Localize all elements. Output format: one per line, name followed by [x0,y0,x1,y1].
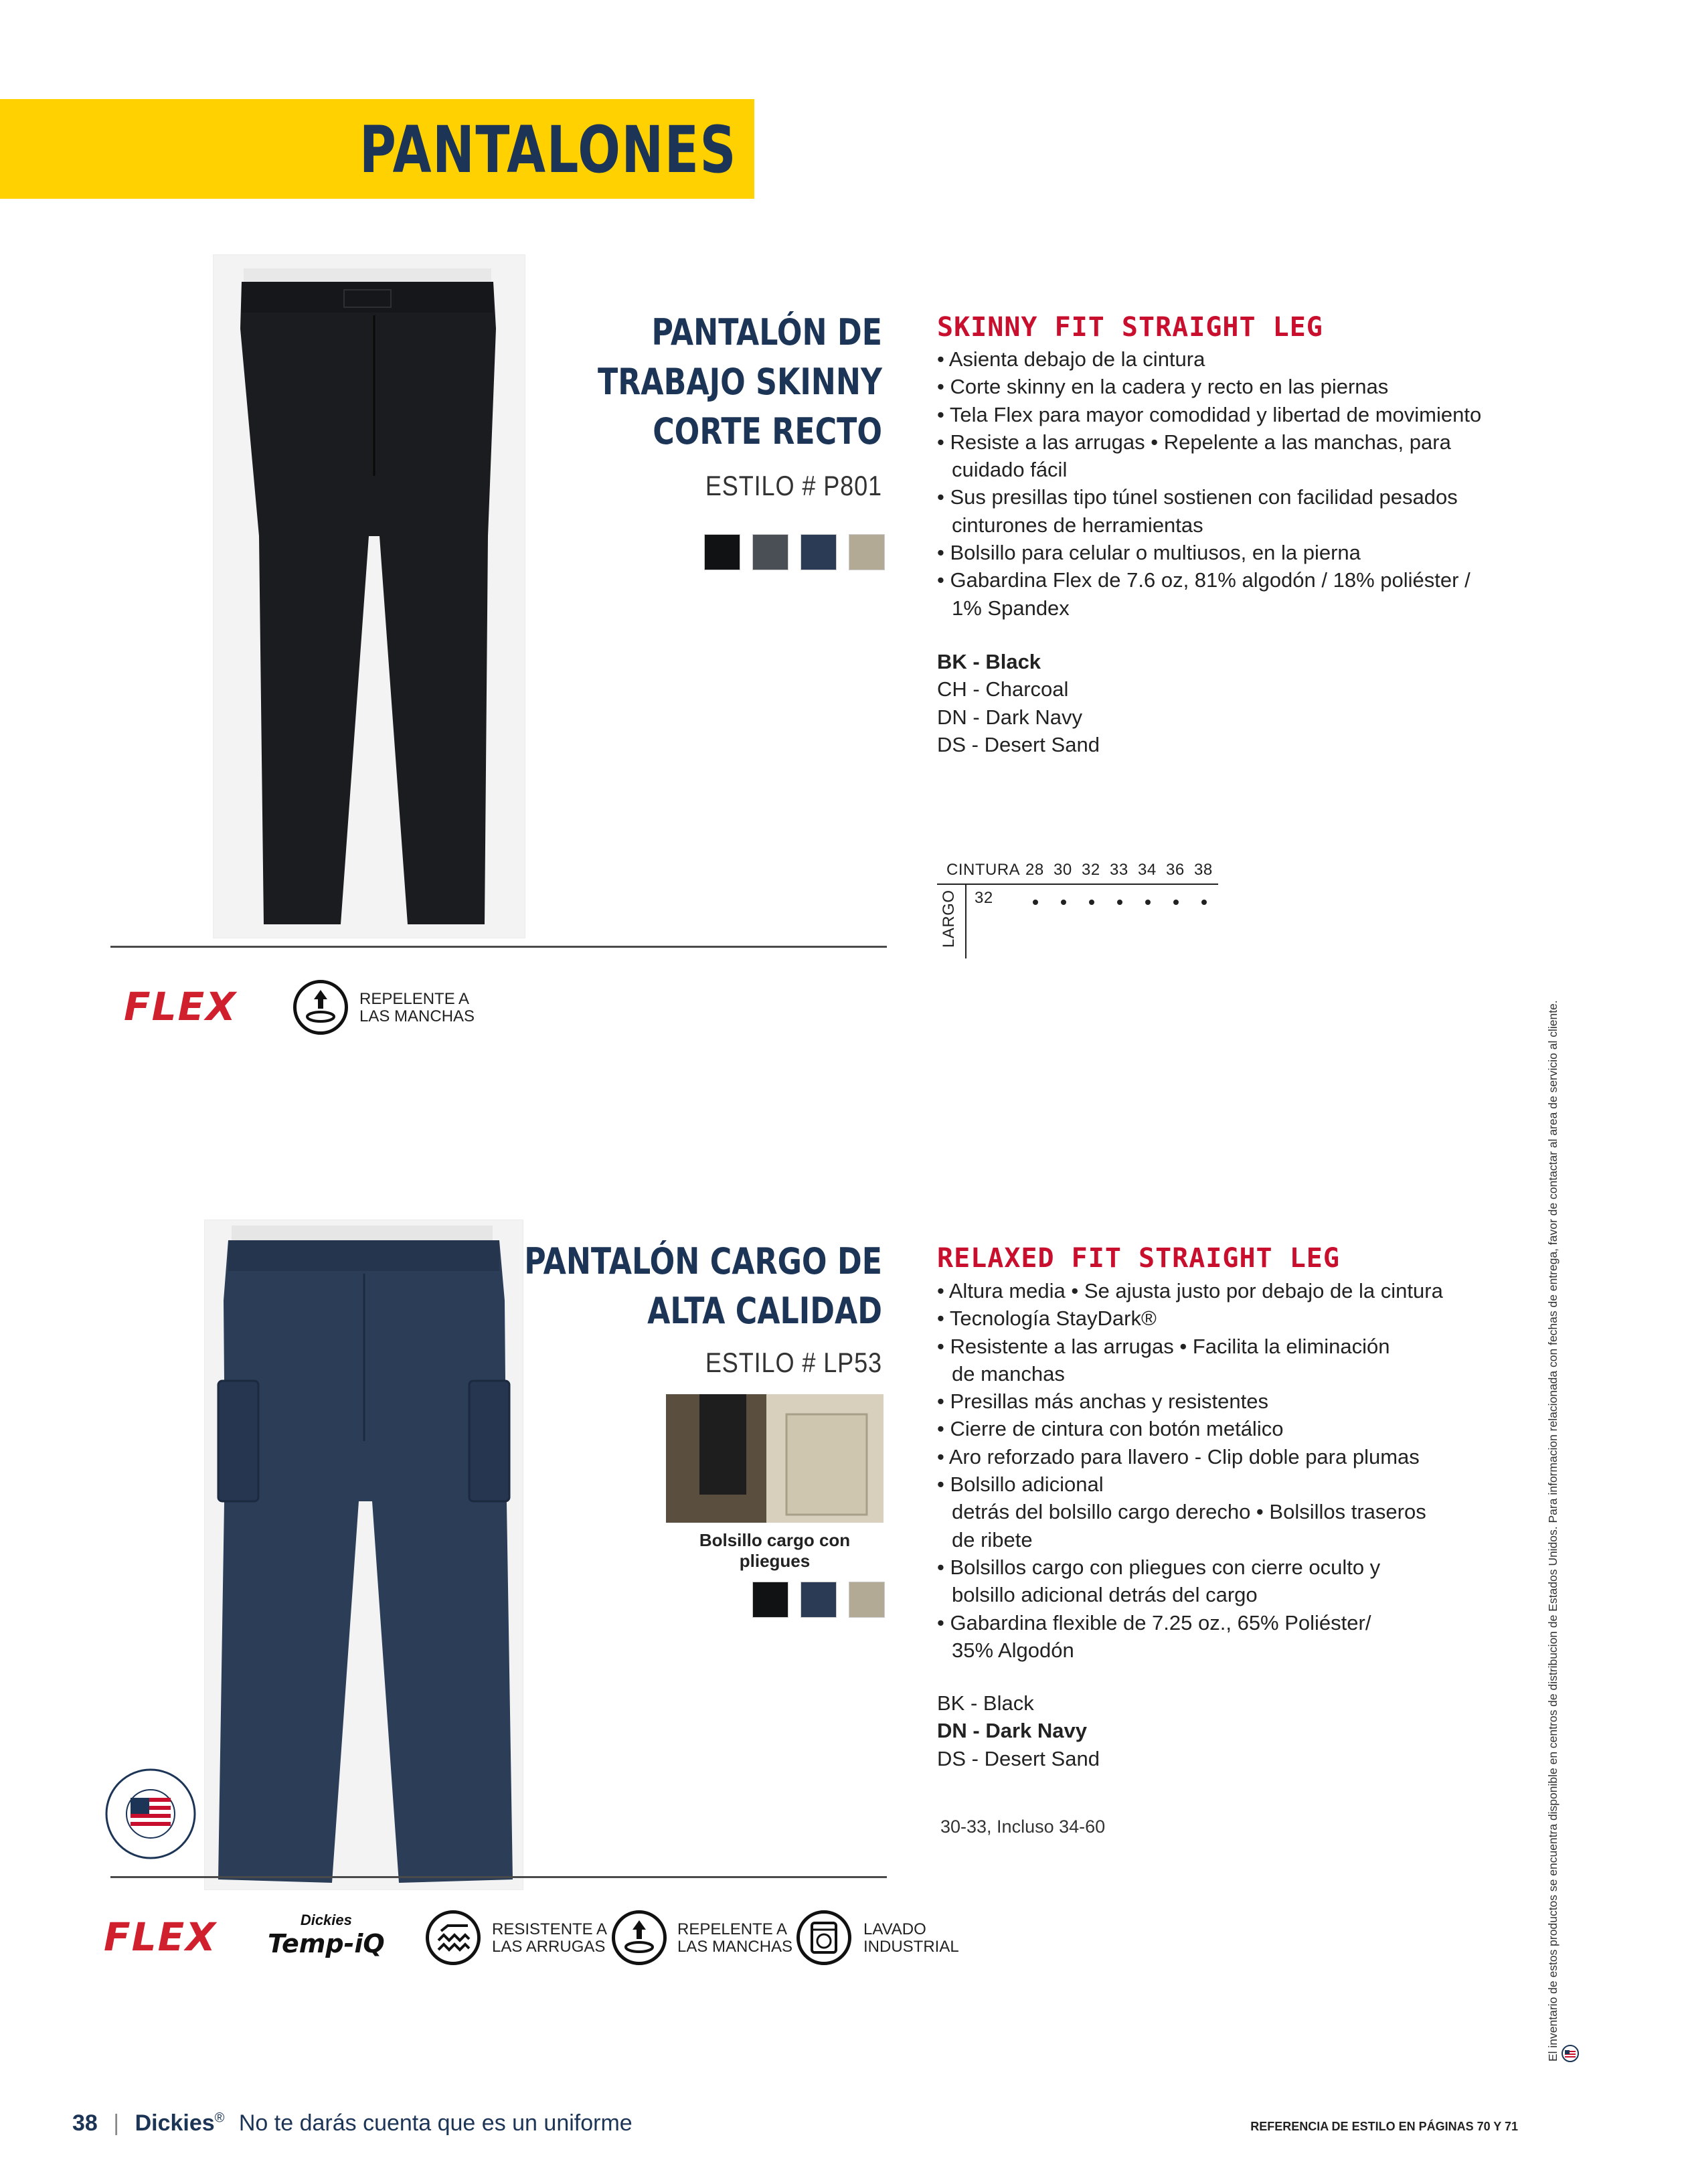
badge-label-line: REPELENTE A [677,1920,788,1938]
inset-caption: Bolsillo cargo con pliegues [699,1530,851,1571]
feature-line: • Presillas más anchas y resistentes [937,1390,1268,1414]
header-bar [0,99,754,199]
feature-line: 1% Spandex [952,596,1070,620]
product1-title-line: PANTALÓN DE [651,311,882,353]
product2-title-line: PANTALÓN CARGO DE [524,1240,882,1282]
footer-separator: | [113,2110,120,2136]
page-number: 38 [72,2110,98,2136]
product2-features [937,1277,1443,1664]
us-flag-icon [1562,2045,1579,2062]
size-dot [1089,900,1094,905]
product2-title-line: ALTA CALIDAD [647,1290,882,1332]
length-size: 32 [975,889,993,907]
size-chart-vline [965,884,966,958]
length-label: LARGO [940,890,958,948]
color-option: DN - Dark Navy [937,1719,1087,1743]
waist-size: 30 [1054,861,1072,879]
product2-sizes: 30-33, Incluso 34-60 [940,1817,1106,1837]
feature-line: de manchas [952,1361,1065,1385]
product1-title-line: CORTE RECTO [653,410,882,452]
product2-fit: RELAXED FIT STRAIGHT LEG [937,1243,1340,1274]
swatch-desert-sand [849,534,885,570]
footer-tagline: No te darás cuenta que es un uniforme [238,2110,633,2136]
tempiq-logo [268,1912,385,1958]
feature-line: de ribete [952,1527,1033,1551]
swatch-desert-sand [849,1582,885,1618]
flex-logo: FLEX [124,984,237,1029]
waist-size: 33 [1110,861,1128,879]
product1-style-number: ESTILO # P801 [705,470,882,501]
badge-label-line: INDUSTRIAL [863,1938,959,1956]
waist-size: 36 [1166,861,1185,879]
stain-repellent-icon [612,1910,667,1965]
cargo-pocket-inset-photo [666,1394,884,1523]
industrial-wash-label [863,1921,959,1956]
badge-label-line: LAVADO [863,1920,926,1938]
waist-size: 38 [1194,861,1213,879]
badge-label-line: LAS MANCHAS [677,1938,793,1956]
feature-line: • Asienta debajo de la cintura [937,347,1205,371]
color-option: DS - Desert Sand [937,1746,1100,1770]
cargo-pocket-inset-image [666,1394,884,1523]
product1-fit: SKINNY FIT STRAIGHT LEG [937,312,1323,343]
color-option: DS - Desert Sand [937,732,1100,756]
size-dot [1201,900,1207,905]
us-inventory-seal [104,1767,197,1861]
feature-line: • Gabardina flexible de 7.25 oz., 65% Poliéster/ [937,1610,1371,1634]
size-dot [1173,900,1179,905]
feature-line: • Bolsillo adicional [937,1473,1104,1497]
wrinkle-resistant-icon [426,1910,481,1965]
swatch-dark-navy [801,1582,837,1618]
stain-repellent-label [677,1921,792,1956]
swatch-black [752,1582,788,1618]
tempiq-name: Temp-iQ [268,1929,385,1958]
size-dot [1117,900,1122,905]
feature-line: • Bolsillos cargo con pliegues con cierre oculto y [937,1555,1381,1579]
feature-line: • Altura media • Se ajusta justo por debajo de la cintura [937,1279,1443,1303]
swatch-charcoal [752,534,788,570]
feature-line: • Bolsillo para celular o multiusos, en la pierna [937,541,1361,565]
feature-line: • Gabardina Flex de 7.6 oz, 81% algodón / 18% poliéster / [937,568,1470,592]
size-chart [937,861,1232,961]
badge-label-line: LAS MANCHAS [359,1007,475,1025]
waist-size: 32 [1082,861,1100,879]
product2-title [280,1237,882,1379]
footer-brand: Dickies [135,2110,215,2136]
badge-label-line: REPELENTE A [359,990,470,1008]
color-option: CH - Charcoal [937,677,1069,701]
footer [72,2110,633,2136]
color-option: BK - Black [937,1691,1034,1715]
us-flag-seal-icon [104,1767,197,1861]
feature-line: • Tela Flex para mayor comodidad y libertad de movimiento [937,402,1482,426]
washing-machine-glyph [800,1914,848,1962]
size-header: CINTURA [946,861,1021,879]
product2-colors [937,1689,1100,1772]
color-option: DN - Dark Navy [937,705,1083,729]
section-divider [110,946,887,948]
feature-line: 35% Algodón [952,1638,1074,1662]
feature-line: • Tecnología StayDark® [937,1307,1157,1331]
swatch-dark-navy [801,534,837,570]
product1-features [937,345,1481,622]
feature-line: • Resistente a las arrugas • Facilita la eliminación [937,1334,1390,1358]
size-dot [1033,900,1038,905]
stain-repellent-icon [293,980,348,1035]
feature-line: cuidado fácil [952,458,1068,482]
waist-size: 28 [1025,861,1044,879]
product1-title-line: TRABAJO SKINNY [598,361,882,403]
feature-line: • Cierre de cintura con botón metálico [937,1417,1284,1441]
feature-line: • Aro reforzado para llavero - Clip doble para plumas [937,1444,1420,1468]
waist-size: 34 [1138,861,1157,879]
section-divider [110,1876,887,1878]
stain-repellent-glyph [615,1914,663,1962]
badge-label-line: RESISTENTE A [492,1920,608,1938]
feature-line: • Corte skinny en la cadera y recto en las piernas [937,375,1389,399]
feature-line: • Sus presillas tipo túnel sostienen con facilidad pesados [937,485,1458,509]
tempiq-brand: Dickies [300,1912,352,1928]
feature-line: bolsillo adicional detrás del cargo [952,1583,1258,1607]
feature-line: cinturones de herramientas [952,513,1203,537]
size-chart-hline [937,884,1218,885]
product2-style-number: ESTILO # LP53 [705,1347,882,1378]
page-title: PANTALONES [359,112,737,187]
product1-title [280,308,882,502]
badge-label-line: LAS ARRUGAS [492,1938,606,1956]
industrial-wash-icon [796,1910,851,1965]
wrinkle-resistant-label [492,1921,607,1956]
flex-logo: FLEX [104,1914,217,1960]
swatch-black [704,534,740,570]
size-dot [1145,900,1151,905]
product1-colors [937,648,1100,758]
size-dot [1061,900,1066,905]
inventory-note: El inventario de estos productos se encuentra disponible en centros de distribucion de Estados Unidos. Para informacion relacionada con fechas de entrega, favor de contactar al area de servicio al cliente. [1546,1000,1560,2062]
feature-line: • Resiste a las arrugas • Repelente a las manchas, para [937,430,1451,454]
wrinkle-resistant-glyph [429,1914,477,1962]
us-flag-seal-small [1562,2045,1579,2062]
color-option: BK - Black [937,650,1041,673]
stain-repellent-glyph [297,983,345,1031]
style-reference: REFERENCIA DE ESTILO EN PÁGINAS 70 Y 71 [1250,2120,1518,2133]
footer-registered: ® [214,2110,225,2126]
feature-line: detrás del bolsillo cargo derecho • Bolsillos traseros [952,1500,1426,1524]
stain-repellent-label [359,991,475,1025]
